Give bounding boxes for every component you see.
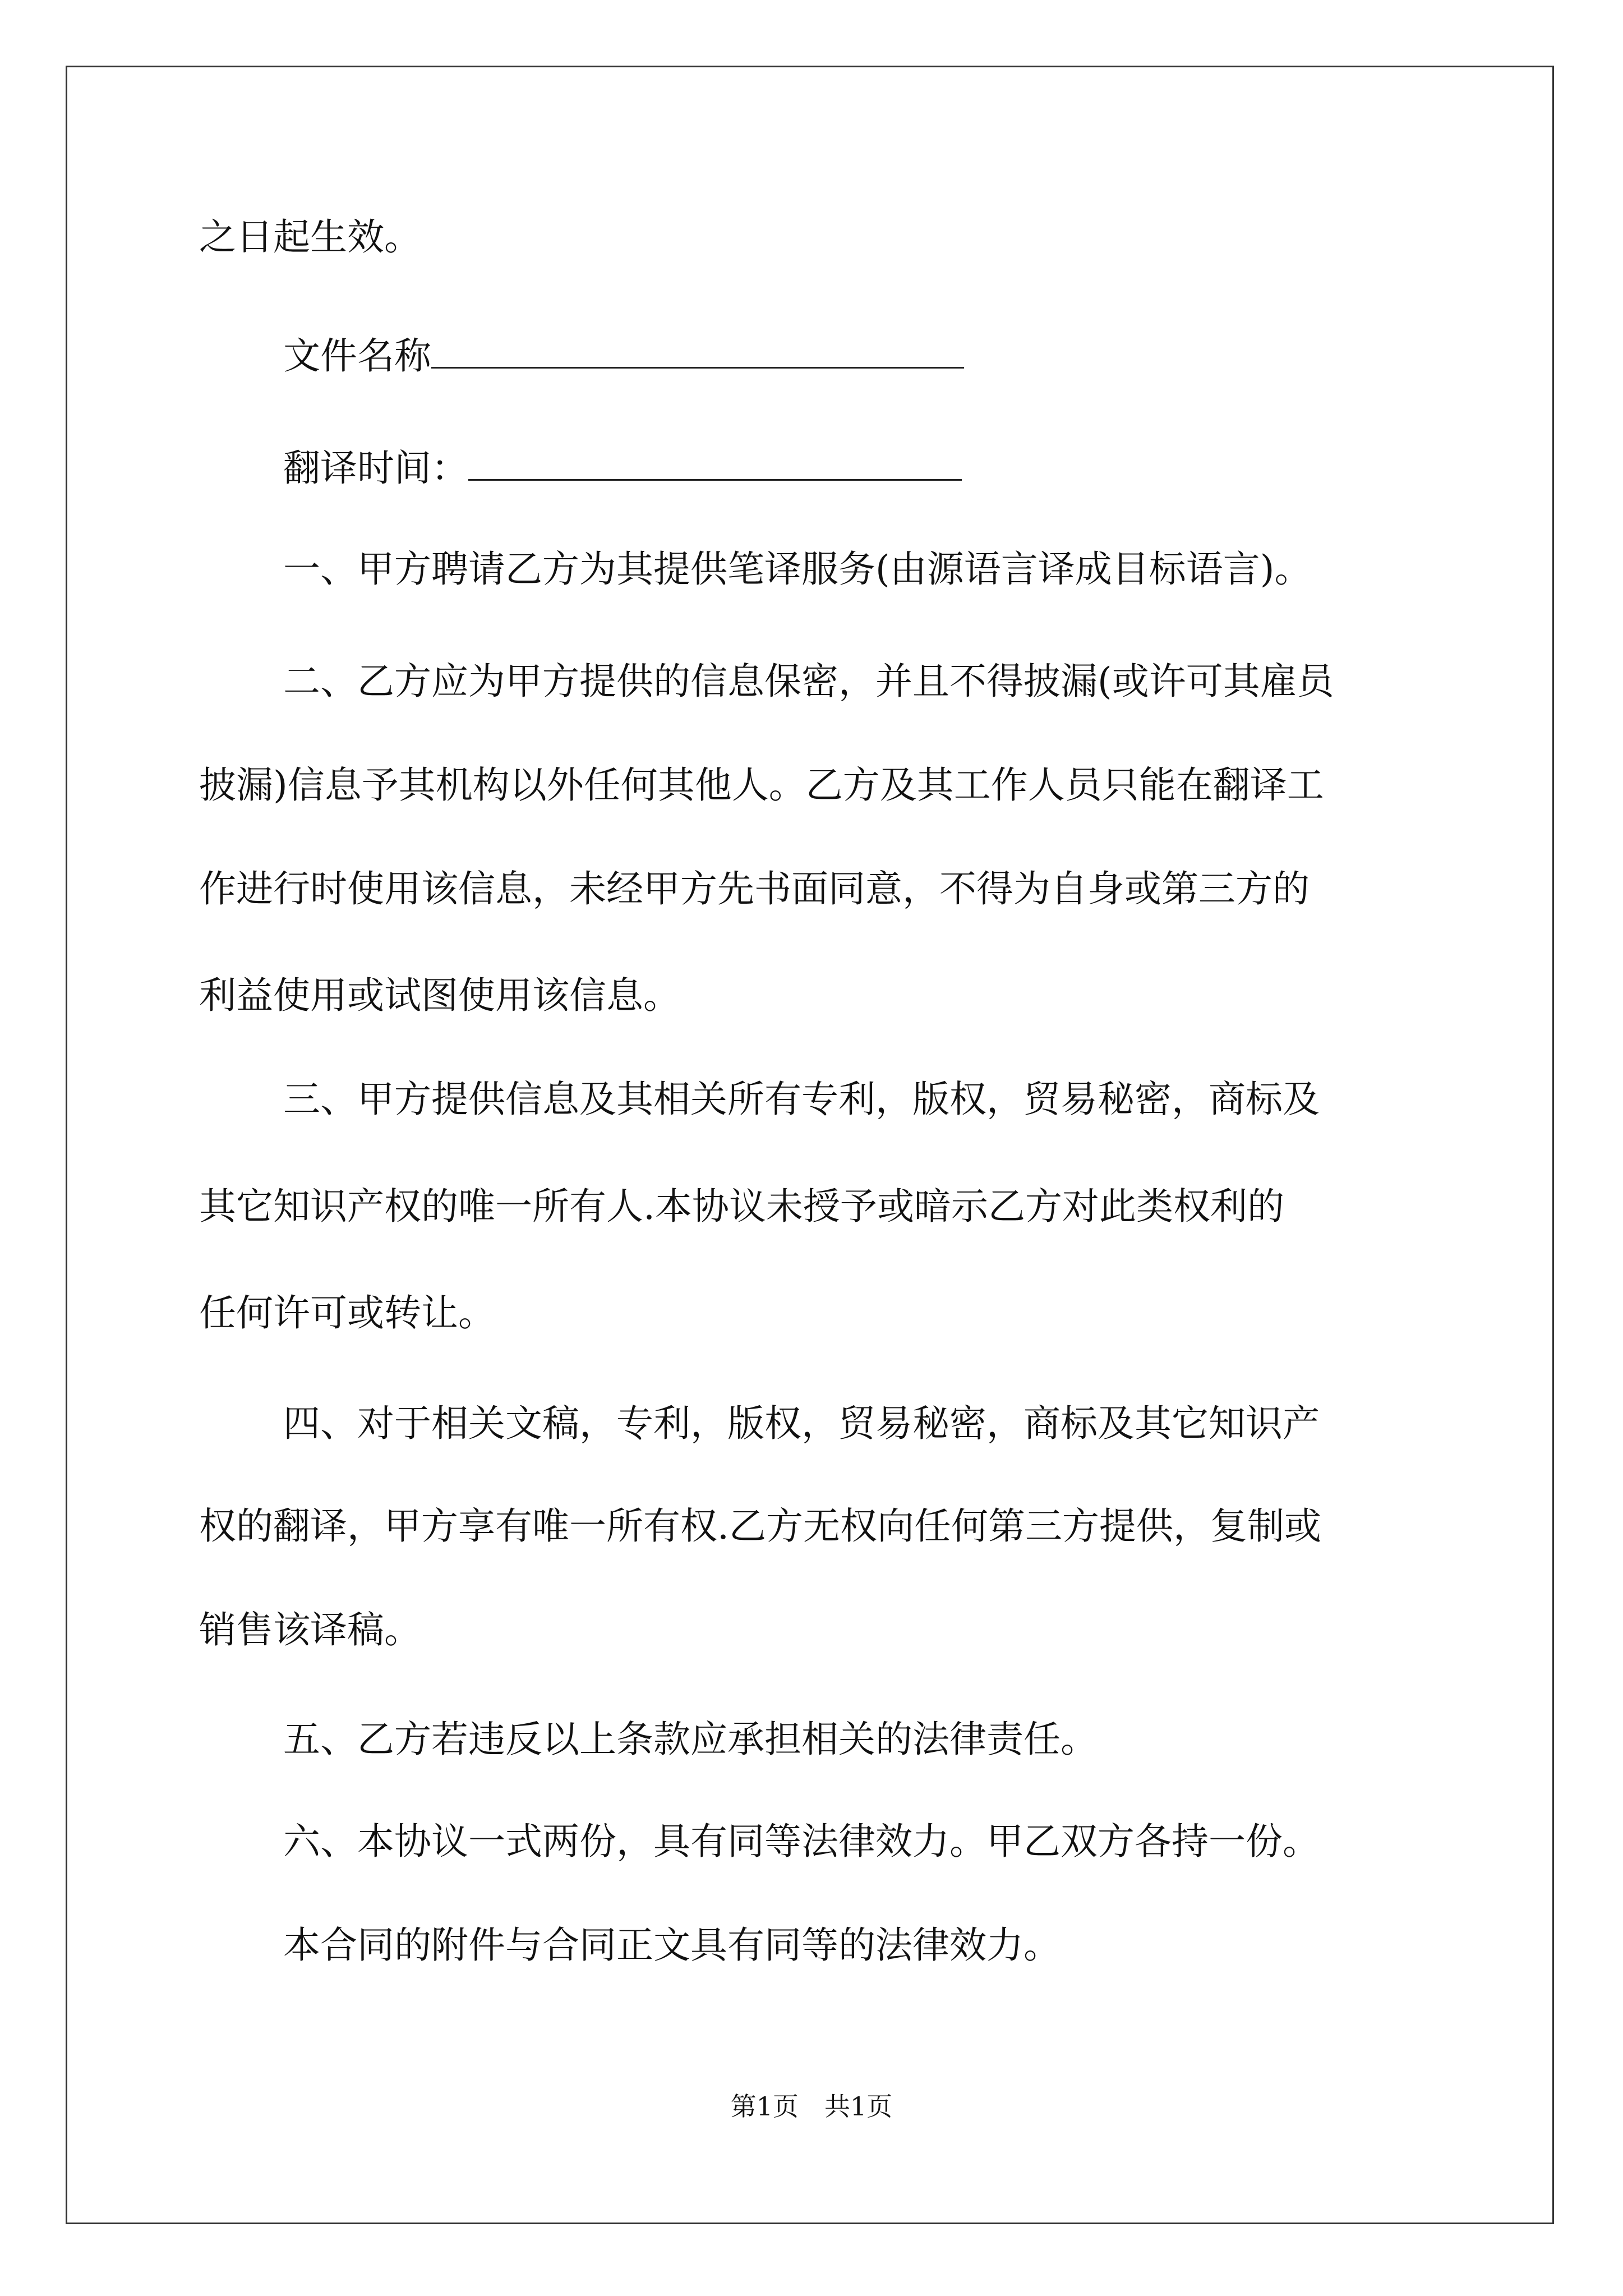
text-line: 之日起生效。 [199,215,421,259]
text-line: 三、甲方提供信息及其相关所有专利，版权，贸易秘密，商标及 [283,1078,1320,1121]
file-name-field [283,329,964,383]
text-line: 作进行时使用该信息，未经甲方先书面同意，不得为自身或第三方的 [199,867,1310,910]
field-label: 文件名称 [283,334,431,378]
page-frame [66,66,1554,2224]
translation-time-field [283,441,962,495]
text-line: 一、甲方聘请乙方为其提供笔译服务(由源语言译成目标语言)。 [283,547,1312,591]
text-line: 五、乙方若违反以上条款应承担相关的法律责任。 [283,1718,1098,1761]
text-line: 披漏)信息予其机构以外任何其他人。乙方及其工作人员只能在翻译工 [199,763,1324,807]
text-line: 任何许可或转让。 [199,1291,495,1335]
text-line: 权的翻译，甲方享有唯一所有权.乙方无权向任何第三方提供，复制或 [199,1504,1321,1548]
file-name-blank[interactable] [431,332,964,369]
text-line: 销售该译稿。 [199,1608,421,1651]
text-line: 四、对于相关文稿，专利，版权，贸易秘密，商标及其它知识产 [283,1402,1320,1445]
text-line: 二、乙方应为甲方提供的信息保密，并且不得披漏(或许可其雇员 [283,660,1334,703]
text-line: 其它知识产权的唯一所有人.本协议未授予或暗示乙方对此类权利的 [199,1185,1284,1228]
text-line: 利益使用或试图使用该信息。 [199,974,680,1017]
page-number: 第1页 共1页 [730,2091,893,2122]
translation-time-blank[interactable] [468,444,962,481]
text-line: 本合同的附件与合同正文具有同等的法律效力。 [283,1924,1061,1967]
text-line: 六、本协议一式两份，具有同等法律效力。甲乙双方各持一份。 [283,1820,1320,1863]
field-label: 翻译时间： [283,447,468,490]
